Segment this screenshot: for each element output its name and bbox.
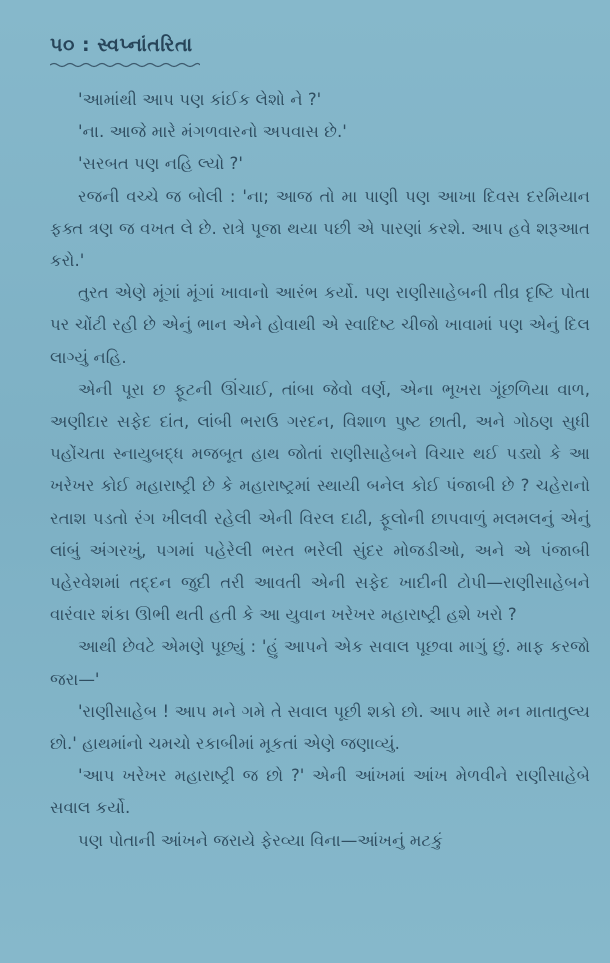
paragraph: 'આમાંથી આપ પણ કાંઈક લેશો ને ?' <box>78 90 322 109</box>
paragraph: 'રાણીસાહેબ ! આપ મને ગમે તે સવાલ પૂછી શકો છો. આપ મારે મન માતાતુલ્ય છો.' હાથમાંનો ચમચો રકાબીમાં મૂકતાં એણે જણાવ્યું. <box>50 701 590 754</box>
paragraph: 'ના. આજે મારે મંગળવારનો અપવાસ છે.' <box>78 122 347 142</box>
paragraph: પણ પોતાની આંખને જરાયે ફેરવ્યા વિના—આંખનું મટકું <box>78 830 443 850</box>
paragraph: આથી છેવટે એમણે પૂછ્યું : 'હું આપને એક સવાલ પૂછવા માગું છું. માફ કરજો જરા—' <box>50 637 590 689</box>
paragraph: એની પૂરા છ ફૂટની ઊંચાઈ, તાંબા જેવો વર્ણ, એના ભૂખરા ગૂંછળિયા વાળ, અણીદાર સફેદ દાંત, લાંબી ભરાઉ ગરદન, વિશાળ પુષ્ટ છાતી, અને ગોઠણ સુધી પહોંચતા સ્નાયુબદ્ધ મજબૂત હાથ જોતાં રાણીસાહેબને વિચાર થઈ પડ્યો કે આ ખરેખર કોઈ મહારાષ્ટ્રી છે કે મહારાષ્ટ્રમાં સ્થાયી બનેલ કોઈ પંજાબી છે ? ચહેરાનો રતાશ પડતો રંગ ખીલવી રહેલી એની વિરલ દાઢી, ફૂલોની છાપવાળું મલમલનું એનું લાંબું અંગરખું, પગમાં પહેરેલી ભરત ભરેલી સુંદર મોજડીઓ, અને એ પંજાબી પહેરવેશમાં તદ્દન જુદી તરી આવતી એની સફેદ ખાદીની ટોપી—રાણીસાહેબને વારંવાર શંકા ઊભી થતી હતી કે આ યુવાન ખરેખર મહારાષ્ટ્રી હશે ખરો ? <box>50 379 590 625</box>
paragraph: રજની વચ્ચે જ બોલી : 'ના; આજ તો મા પાણી પણ આખા દિવસ દરમિયાન ફક્ત ત્રણ જ વખત લે છે. રાત્રે પૂજા થયા પછી એ પારણાં કરશે. આપ હવે શરૂઆત કરો.' <box>50 186 590 271</box>
running-header: ૫૦ : સ્વપ્નાંતરિતા <box>50 34 193 56</box>
body-text <box>50 84 590 857</box>
paragraph: 'આપ ખરેખર મહારાષ્ટ્રી જ છો ?' એની આંખમાં આંખ મેળવીને રાણીસાહેબે સવાલ કર્યો. <box>50 766 590 818</box>
wavy-underline <box>50 62 200 68</box>
paragraph: તુરત એણે મૂંગાં મૂંગાં ખાવાનો આરંભ કર્યો. પણ રાણીસાહેબની તીવ્ર દૃષ્ટિ પોતા પર ચોંટી રહી છે એનું ભાન એને હોવાથી એ સ્વાદિષ્ટ ચીજો ખાવામાં પણ એનું દિલ લાગ્યું નહિ. <box>50 283 590 367</box>
paragraph: 'સરબત પણ નહિ લ્યો ?' <box>78 154 243 174</box>
